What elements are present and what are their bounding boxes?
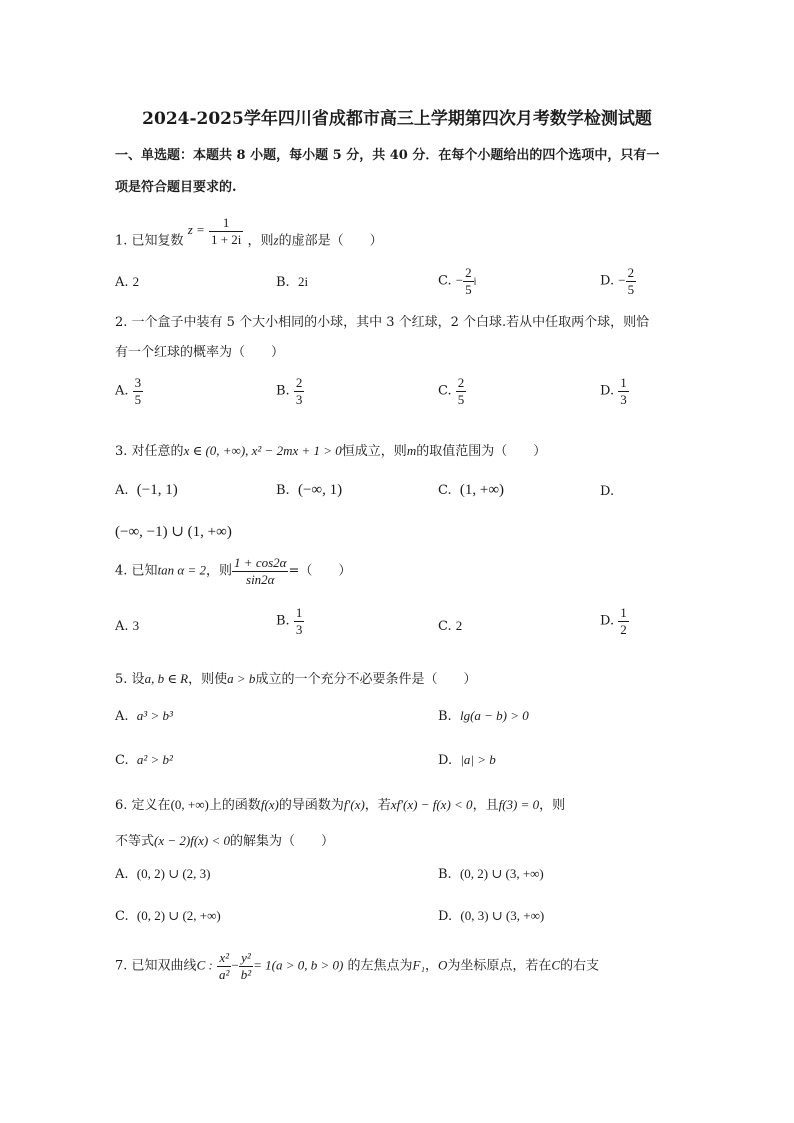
- fraction: $\frac{2}{5}$: [627, 265, 635, 297]
- fraction: $\frac{1}{3}$: [620, 375, 627, 407]
- section-instructions-line2: 项是符合题目要求的.: [115, 180, 237, 195]
- option-b: B. $\frac{2}{3}$: [276, 375, 303, 407]
- question-text: 已知: [131, 563, 158, 579]
- question-text: =（ ）: [288, 563, 352, 579]
- question-number: 6.: [115, 798, 128, 813]
- question-text: ，则: [206, 563, 233, 579]
- page-title: 2024-2025学年四川省成都市高三上学期第四次月考数学检测试题: [142, 109, 652, 129]
- question-text: 的取值范围为（ ）: [416, 444, 547, 459]
- question-number: 5.: [115, 672, 128, 687]
- option-a: A. (−1, 1): [115, 482, 178, 498]
- question-text: 恒成立，则: [341, 444, 407, 459]
- inequality: (x − 2)f(x) < 0: [154, 833, 231, 848]
- option-d-label: D.: [600, 484, 615, 499]
- fraction-denominator: sin2α: [246, 571, 275, 587]
- question-5: [115, 668, 476, 687]
- question-2-line2: 有一个红球的概率为（ ）: [115, 345, 285, 360]
- inequality: xf′(x) − f(x) < 0: [390, 797, 473, 812]
- formula: z =: [187, 221, 205, 237]
- question-1: [115, 215, 383, 256]
- question-number: 2.: [115, 315, 128, 330]
- option-d: D. |a| > b: [438, 752, 496, 768]
- option-c: C. $\frac{2}{5}$: [438, 375, 465, 407]
- option-c: C. 2: [438, 618, 463, 634]
- option-d: D. − $\frac{2}{5}$: [600, 265, 635, 297]
- condition: x ∈ (0, +∞), x² − 2mx + 1 > 0: [183, 443, 342, 458]
- option-b: B. lg(a − b) > 0: [438, 708, 529, 724]
- option-c: C. (1, +∞): [438, 482, 505, 498]
- interval: (0, +∞): [170, 797, 209, 812]
- curve-name: C: [551, 957, 561, 973]
- question-text: ，则: [247, 233, 274, 249]
- condition: tan α = 2: [157, 562, 207, 578]
- focus: F₁: [412, 957, 425, 973]
- fraction-denominator: 1 + 2i: [210, 231, 242, 247]
- question-6-line2: 不等式(x − 2)f(x) < 0的解集为（ ）: [115, 833, 335, 849]
- question-text: 已知复数: [131, 233, 184, 249]
- option-b: B. $\frac{1}{3}$: [276, 605, 303, 637]
- fraction: $\frac{\text{y²}}{\text{b²}}$: [240, 950, 252, 982]
- question-text: 一个盒子中装有 5 个大小相同的小球，其中 3 个红球，2 个白球.若从中任取两个球，则恰: [131, 315, 650, 330]
- fraction: $\frac{\text{x²}}{\text{a²}}$: [218, 950, 230, 982]
- option-d: D. $\frac{1}{2}$: [600, 605, 627, 637]
- question-7: 7. 已知双曲线C : $\frac{\text{x²}}{\text{a²}}$ − $\frac{\text{y²}}{\text{b²}}$ = 1(a > 0, b > 0) 的左焦点为F₁，O为坐标原点，若在C的右支: [115, 950, 600, 982]
- fraction: $\frac{2}{3}$: [295, 375, 303, 407]
- fraction: $\frac{1}{3}$: [295, 605, 303, 637]
- option-c: C. (0, 2) ∪ (2, +∞): [115, 908, 221, 924]
- option-d-value: (−∞, −1) ∪ (1, +∞): [115, 524, 232, 540]
- question-text: 对任意的: [131, 444, 184, 459]
- question-number: 3.: [115, 444, 128, 459]
- fraction: [209, 216, 243, 246]
- option-a: A. 2: [115, 274, 140, 290]
- option-d: D. $\frac{1}{3}$: [600, 375, 627, 407]
- condition: a, b ∈ R: [144, 671, 189, 686]
- option-c: C. − $\frac{2}{5}$ i: [438, 265, 477, 297]
- variable: z: [273, 232, 279, 248]
- option-a: A. (0, 2) ∪ (2, 3): [115, 866, 211, 882]
- question-4: [115, 556, 351, 586]
- question-text: 成立的一个充分不必要条件是（ ）: [255, 672, 477, 687]
- fraction-numerator: 1 + cos2α: [234, 555, 287, 570]
- origin: O: [437, 957, 448, 973]
- variable: m: [406, 443, 417, 458]
- question-number: 7.: [115, 958, 128, 974]
- option-b: B. 2i: [276, 274, 309, 290]
- curve-name: C :: [196, 957, 213, 973]
- option-c: C. a² > b²: [115, 752, 173, 768]
- question-2: [115, 311, 649, 330]
- question-6: 6. 定义在(0, +∞)上的函数f(x)的导函数为f′(x)，若xf′(x) − f(x) < 0，且f(3) = 0，则: [115, 797, 566, 813]
- condition: f(3) = 0: [498, 797, 540, 812]
- option-d: D. (0, 3) ∪ (3, +∞): [438, 908, 545, 924]
- derivative: f′(x): [343, 797, 365, 812]
- fraction-numerator: 1: [209, 216, 243, 232]
- option-a: A. 3: [115, 618, 140, 634]
- question-text: 的虚部是（ ）: [278, 233, 383, 249]
- option-a: A. $\frac{3}{5}$: [115, 375, 142, 407]
- question-3: [115, 440, 546, 459]
- condition: a > b: [227, 671, 256, 686]
- fraction: $\frac{2}{5}$: [457, 375, 465, 407]
- option-a: A. a³ > b³: [115, 708, 173, 724]
- question-text: ，则使: [188, 672, 228, 687]
- option-b: B. (0, 2) ∪ (3, +∞): [438, 866, 544, 882]
- equation-rhs: = 1(a > 0, b > 0): [253, 957, 344, 973]
- question-number: 1.: [115, 233, 128, 249]
- section-instructions-line1: 一、单选题：本题共 8 小题，每小题 5 分，共 40 分．在每个小题给出的四个选项中，只有一: [115, 148, 660, 163]
- question-text: 设: [131, 672, 145, 687]
- fraction: $\frac{2}{5}$: [465, 265, 472, 297]
- question-number: 4.: [115, 563, 128, 579]
- fraction: $\frac{1}{2}$: [620, 605, 627, 637]
- option-b: B. (−∞, 1): [276, 482, 343, 498]
- fraction: [232, 556, 288, 586]
- fraction: $\frac{3}{5}$: [134, 375, 142, 407]
- function: f(x): [260, 797, 279, 812]
